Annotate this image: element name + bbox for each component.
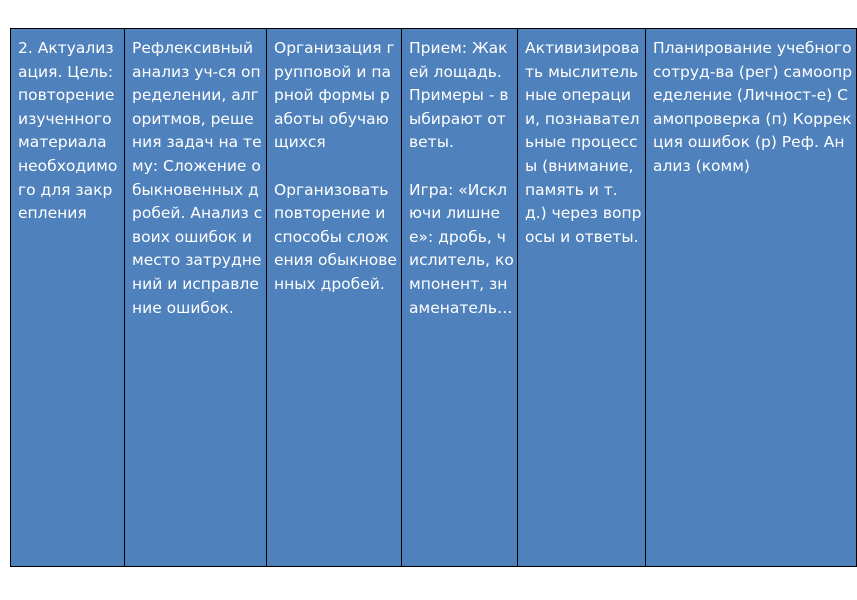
cell-stage-goal: 2. Актуализация. Цель: повторение изученного материала необходимого для закрепления [11,29,125,567]
cell-learning-actions: Планирование учебного сотруд-ва (рег) самоопределение (Личност-е) Самопроверка (п) Коррекция ошибок (р) Реф. Анализ (комм) [646,29,857,567]
lesson-stage-table [10,28,857,567]
cell-student-activity: Активизировать мыслительные операции, познавательные процессы (внимание, память и т. д.) через вопросы и ответы. [518,29,646,567]
cell-methods-games: Прием: Жакей лощадь. Примеры - выбирают ответы. Игра: «Исключи лишнее»: дробь, числитель, компонент, знаменатель… [402,29,518,567]
table-row [11,29,857,567]
cell-work-forms: Организация групповой и парной формы работы обучающихся Организовать повторение и способы сложения обыкновенных дробей. [267,29,402,567]
cell-teacher-activity: Рефлексивный анализ уч-ся определении, алгоритмов, решения задач на тему: Сложение обыкновенных дробей. Анализ своих ошибок и место затруднений и исправление ошибок. [125,29,267,567]
